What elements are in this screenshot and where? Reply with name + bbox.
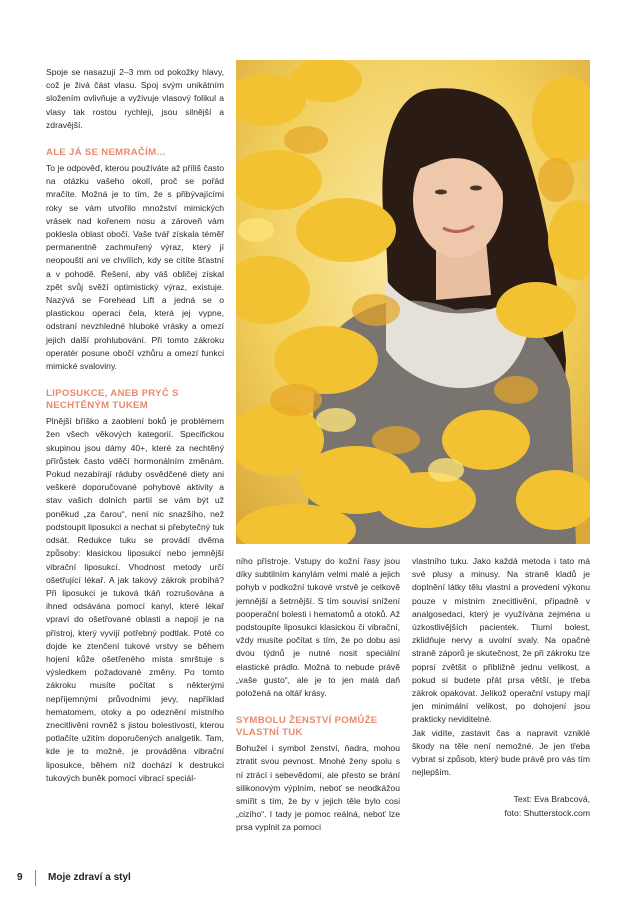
paragraph-breasts: Bohužel i symbol ženství, ňadra, mohou ztratit svou pevnost. Mnohé ženy spolu s ní ztrácí i sebevědomí, ale přesto se brání silikonovým výplním, neboť se neodkážou smířit s tím, že by v jejich těle bylo cosi „cizího“. I tady je pomoc reálná, neboť lze prsa vyplnit za pomoci xyxy=(236,743,400,833)
photo-illustration xyxy=(236,60,590,544)
credits xyxy=(412,793,590,819)
paragraph-conclusion: Jak vidíte, zastavit čas a napravit vzniklé škody na těle není nemožné. Je jen třeba vybrat si způsob, který bude právě pro vás tím nejlepším. xyxy=(412,727,590,778)
paragraph-liposuction-cont: ního přístroje. Vstupy do kožní řasy jsou díky subtilním kanylám velmi malé a jejich pohyb v podkožní tukové vrstvě je celkově jemnější a šetrnější. S tím souvisí snížení pooperační bolesti i hematomů a otoků. Až podstoupíte liposukci klasickou či vibrační, vždy musíte počítat s tím, že po dobu asi dvou týdnů je nutné nosit speciální elastické prádlo. Možná to nebude právě „vaše gusto“, ale je to jen malá daň položená na oltář krásy. xyxy=(236,556,400,699)
page-footer xyxy=(0,866,635,890)
paragraph-liposuction: Plnější bříško a zaoblení boků je problémem žen všech věkových kategorií. Specifickou skupinou jsou dámy 40+, které za nechtěný přírůstek často vděčí hormonálním změnám. Pokud nezabírají ráduby osvědčené diety ani veškeré doporučované pohybové aktivity a stav vašich dolních partií se vám být už poněkud „za čarou“, není nic snazšího, než podstoupit liposukci a nechat si přebytečný tuk odsát. Redukce tuku se provádí dvěma způsoby: klasickou liposukcí nebo jemnější vibrační liposukcí. Vhodnost metody určí ošetřující lékař. A jak takový zákrok probíhá? Při liposukci je tuková tkáň rozrušována a ihned odsávána pomocí kanyl, které lékař vpraví do ošetřované oblasti a napojí je na přístroj, který vyvíjí potřebný podtlak. Poté co dojde ke ztenčení tukové vrstvy se během hojení kůže ošetřeného místa smrštuje s výsledkem požadované změny. Po tomto zákroku musíte počítat s některými nepříjemnými průvodními jevy, například hematomem, otoky a po odeznění místního znecitlivění rovněž s jistou bolestivostí, kterou potlačíte užitím doporučených analgetik. Tam, kde je to možné, je prováděna vibrační liposukce, během níž dochází k destrukci tukových buněk pomocí vibrací speciál- xyxy=(46,416,224,783)
column-left xyxy=(46,66,224,785)
intro-paragraph: Spoje se nasazují 2–3 mm od pokožky hlavy, což je živá část vlasu. Spoj svým unikátním složením ovlivňuje a vyživuje vlasový folikul a vlasy tak rostou rychleji, jsou silnější a zdravější. xyxy=(46,67,224,130)
section-heading-own-fat: SYMBOLU ŽENSTVÍ POMŮŽE VLASTNÍ TUK xyxy=(236,715,378,739)
paragraph-own-fat-cont: vlastního tuku. Jako každá metoda i tato má své plusy a minusy. Na straně kladů je doplnění látky tělu vlastní a provedení výkonu pouze v místním znecitlivění, případně v analgosedaci, který je využívána zejména u úzkostlivějších pacientek. Tlumí bolest, zklidňuje nervy a uvolní svaly. Na opačné straně záporů je skutečnost, že při zákroku lze poprsí zvětšit o přibližně jednu velikost, a pokud si budete přát prsa větší, je třeba zákrok opakovat. Jelikož operační vstupy mají jen minimální velikost, po dohojení jsou prakticky neviditelné. xyxy=(412,556,590,725)
page-number: 9 xyxy=(17,872,23,883)
section-heading-liposuction: LIPOSUKCE, ANEB PRYČ S NECHTĚNÝM TUKEM xyxy=(46,388,179,412)
woman-in-autumn-leaves-photo xyxy=(236,60,590,544)
paragraph-forehead-lift: To je odpověď, kterou používáte až příliš často na otázku vašeho okolí, proč se pořád mračíte. Možná je to tím, že s přibývajícími roky se vám utvořilo množství mimických vrásek nad kořenem nosu a zároveň vám poklesla oblast obočí. Vaše tvář získala téměř permanentně zachmuřený výraz, který jí neopouští ani ve chvílích, kdy se cítíte šťastní a v pohodě. Řešení, aby váš obličej získal zpět svůj svěží optimistický výraz, existuje. Nazývá se Forehead Lift a jedná se o plastickou operaci čela, která jej vypne, odstraní nevzhledné hluboké vrásky a omezí jejich další prohlubování. Při tomto zákroku operatér posune obočí vzhůru a omezí funkci mimické svaloviny. xyxy=(46,163,224,372)
column-middle xyxy=(236,555,400,835)
section-heading-frown: ALE JÁ SE NEMRAČÍM… xyxy=(46,147,167,159)
column-right xyxy=(412,555,590,820)
footer-divider xyxy=(35,870,36,886)
credit-photo-source: foto: Shutterstock.com xyxy=(504,807,590,818)
credit-text-author: Text: Eva Brabcová, xyxy=(513,794,590,805)
magazine-title: Moje zdraví a styl xyxy=(48,872,131,883)
